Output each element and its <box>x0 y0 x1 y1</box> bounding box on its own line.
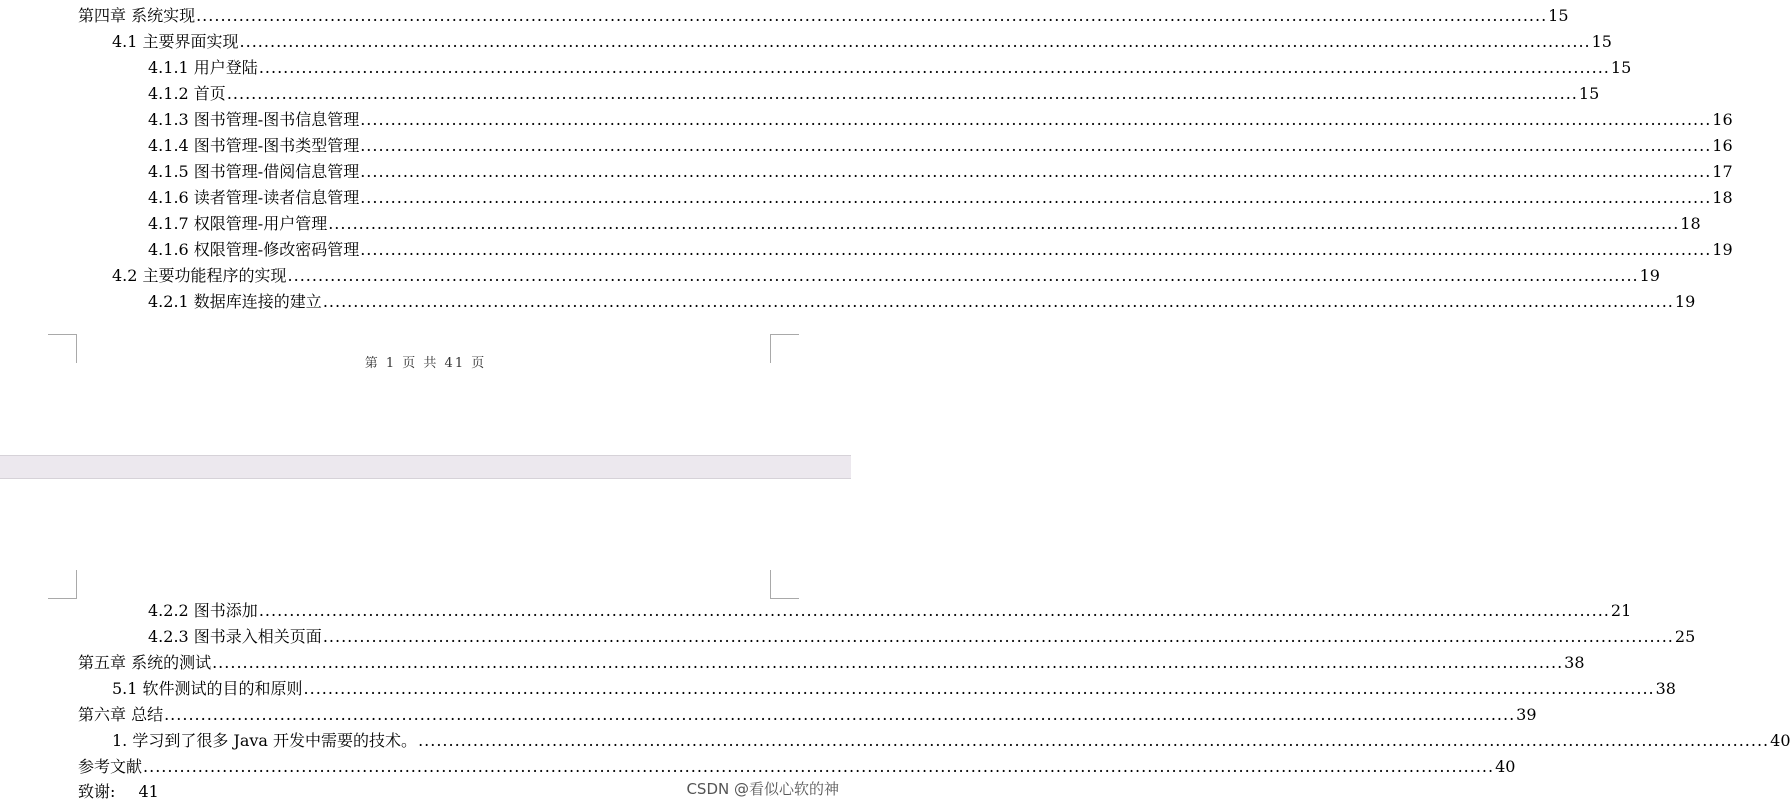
toc-page-number: 18 <box>1680 214 1701 233</box>
toc-leader: .............................................................................................................................................................................................................................. <box>322 292 1674 311</box>
toc-title: 4.2.3 图书录入相关页面 <box>148 627 322 646</box>
toc-leader: .............................................................................................................................................................................................................................. <box>164 705 1516 724</box>
toc-entry[interactable] <box>78 650 1585 676</box>
toc-leader: .............................................................................................................................................................................................................................. <box>360 162 1712 181</box>
toc-entry[interactable] <box>148 81 1600 107</box>
page-separator <box>0 455 851 479</box>
toc-page-number: 19 <box>1712 240 1733 259</box>
toc-page-number: 17 <box>1712 162 1733 181</box>
toc-title: 4.2.1 数据库连接的建立 <box>148 292 322 311</box>
toc-title: 4.1.5 图书管理-借阅信息管理 <box>148 162 360 181</box>
toc-page-number: 16 <box>1712 136 1733 155</box>
toc-entry[interactable] <box>112 676 1676 702</box>
toc-leader: .............................................................................................................................................................................................................................. <box>196 6 1548 25</box>
toc-page-number: 15 <box>1591 32 1612 51</box>
toc-entry[interactable] <box>148 237 1733 263</box>
toc-page-number: 15 <box>1578 84 1600 103</box>
toc-leader: .............................................................................................................................................................................................................................. <box>418 731 1770 750</box>
toc-title: 4.1.2 首页 <box>148 84 226 103</box>
toc-page-number: 25 <box>1674 627 1696 646</box>
toc-entry[interactable] <box>78 3 1569 29</box>
toc-page-number: 19 <box>1639 266 1660 285</box>
toc-title: 4.1.3 图书管理-图书信息管理 <box>148 110 360 129</box>
toc-title: 第四章 系统实现 <box>78 6 196 25</box>
toc-title: 4.2 主要功能程序的实现 <box>112 266 287 285</box>
toc-entry[interactable] <box>148 624 1696 650</box>
toc-leader: .............................................................................................................................................................................................................................. <box>322 627 1674 646</box>
toc-page-number: 21 <box>1610 601 1632 620</box>
toc-page-number: 39 <box>1516 705 1537 724</box>
toc-leader: .............................................................................................................................................................................................................................. <box>328 214 1680 233</box>
toc-page-number: 16 <box>1712 110 1733 129</box>
toc-page-number: 19 <box>1674 292 1696 311</box>
toc-entry[interactable] <box>148 133 1733 159</box>
crop-mark <box>770 570 799 599</box>
toc-leader: .............................................................................................................................................................................................................................. <box>143 757 1495 776</box>
toc-title: 4.2.2 图书添加 <box>148 601 258 620</box>
toc-leader: .............................................................................................................................................................................................................................. <box>287 266 1639 285</box>
toc-leader: .............................................................................................................................................................................................................................. <box>258 58 1610 77</box>
toc-entry[interactable] <box>78 702 1537 728</box>
toc-entry[interactable] <box>148 185 1733 211</box>
toc-title: 参考文献 <box>78 757 143 776</box>
toc-title: 致谢: <box>78 782 116 801</box>
toc-page-number: 15 <box>1610 58 1632 77</box>
toc-title: 4.1.4 图书管理-图书类型管理 <box>148 136 360 155</box>
toc-leader: .............................................................................................................................................................................................................................. <box>303 679 1655 698</box>
toc-page-number: 38 <box>1655 679 1676 698</box>
toc-entry-acknowledgements[interactable] <box>78 779 159 805</box>
toc-title: 4.1 主要界面实现 <box>112 32 239 51</box>
page-footer: 第 1 页 共 41 页 <box>364 356 487 371</box>
toc-entry[interactable] <box>148 598 1632 624</box>
toc-entry[interactable] <box>148 159 1733 185</box>
toc-entry[interactable] <box>148 107 1733 133</box>
toc-leader: .............................................................................................................................................................................................................................. <box>360 110 1712 129</box>
toc-entry[interactable] <box>78 754 1516 780</box>
toc-leader: .............................................................................................................................................................................................................................. <box>360 136 1712 155</box>
toc-leader: .............................................................................................................................................................................................................................. <box>360 188 1712 207</box>
toc-title: 第六章 总结 <box>78 705 164 724</box>
toc-leader: .............................................................................................................................................................................................................................. <box>226 84 1578 103</box>
toc-leader: .............................................................................................................................................................................................................................. <box>212 653 1564 672</box>
toc-entry[interactable] <box>148 55 1632 81</box>
crop-mark <box>48 570 77 599</box>
toc-entry[interactable] <box>148 289 1696 315</box>
toc-title: 1. 学习到了很多 Java 开发中需要的技术。 <box>112 731 418 750</box>
toc-title: 4.1.6 读者管理-读者信息管理 <box>148 188 360 207</box>
document-page-2 <box>0 479 1791 807</box>
toc-title: 5.1 软件测试的目的和原则 <box>112 679 303 698</box>
toc-title: 第五章 系统的测试 <box>78 653 212 672</box>
toc-entry[interactable] <box>112 728 1791 754</box>
toc-title: 4.1.1 用户登陆 <box>148 58 258 77</box>
toc-entry[interactable] <box>112 29 1612 55</box>
toc-page-number: 18 <box>1712 188 1733 207</box>
watermark: CSDN @看似心软的神 <box>686 780 839 798</box>
toc-title: 4.1.6 权限管理-修改密码管理 <box>148 240 360 259</box>
toc-title: 4.1.7 权限管理-用户管理 <box>148 214 328 233</box>
toc-leader: .............................................................................................................................................................................................................................. <box>360 240 1712 259</box>
toc-entry[interactable] <box>148 211 1701 237</box>
toc-page-number: 40 <box>1770 731 1791 750</box>
toc-entry[interactable] <box>112 263 1660 289</box>
toc-page-number: 40 <box>1495 757 1516 776</box>
toc-page-number: 15 <box>1548 6 1569 25</box>
toc-page-number: 41 <box>138 782 159 801</box>
toc-page-number: 38 <box>1564 653 1585 672</box>
toc-leader: .............................................................................................................................................................................................................................. <box>239 32 1591 51</box>
toc-leader: .............................................................................................................................................................................................................................. <box>258 601 1610 620</box>
